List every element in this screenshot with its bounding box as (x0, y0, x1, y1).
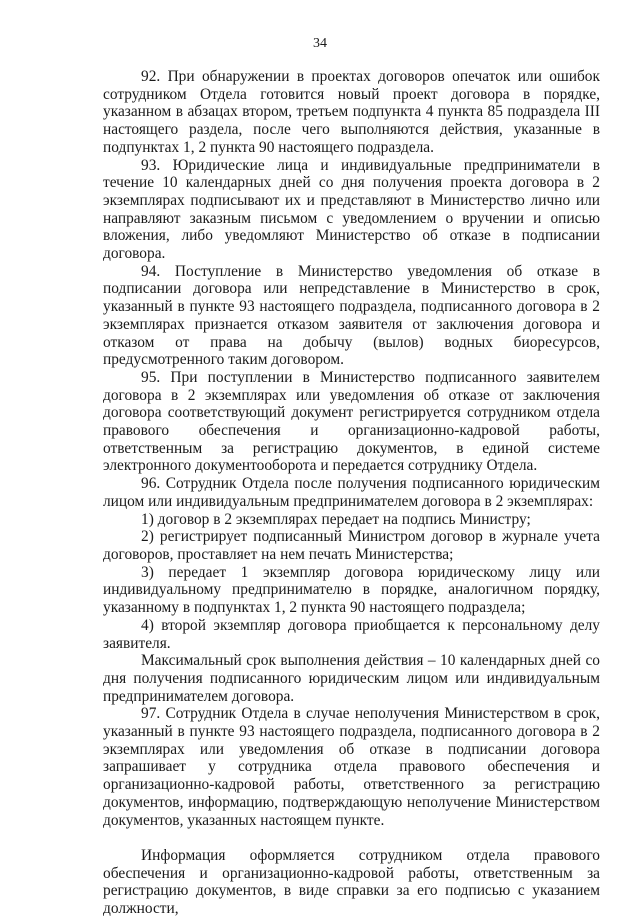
paragraph-96-item-3: 3) передает 1 экземпляр договора юридическому лицу или индивидуальному предпринимателю в порядке, аналогичном порядку, указанному в подпунктах 1, 2 пункта 90 настоящего подраздела; (103, 563, 600, 617)
paragraph-95: 95. При поступлении в Министерство подписанного заявителем договора в 2 экземплярах или уведомления об отказе от заключения договора соответствующий документ регистрируется сотрудником отдела правового обеспечения и организационно-кадровой работы, ответственным за регистрацию документов, в единой системе электронного документооборота и передается сотруднику Отдела. (103, 368, 600, 475)
paragraph-96-deadline: Максимальный срок выполнения действия – 10 календарных дней со дня получения подписанного юридическим лицом или индивидуальным предпринимателем договора. (103, 652, 600, 705)
paragraph-96: 96. Сотрудник Отдела после получения подписанного юридическим лицом или индивидуальным предпринимателем договора в 2 экземплярах: (103, 475, 600, 510)
page-body (103, 68, 600, 918)
paragraph-96-item-4: 4) второй экземпляр договора приобщается к персональному делу заявителя. (103, 616, 600, 652)
paragraph-97: 97. Сотрудник Отдела в случае неполучения Министерством в срок, указанный в пункте 93 настоящего подраздела, подписанного договора в 2 экземплярах или уведомления об отказе в подписании договора запрашивает у сотрудника отдела правового обеспечения и организационно-кадровой работы, ответственного за регистрацию документов, информацию, подтверждающую неполучение Министерством документов, указанных настоящем пункте. (103, 705, 600, 829)
paragraph-96-item-1: 1) договор в 2 экземплярах передает на подпись Министру; (141, 510, 531, 528)
paragraph-96-item-2: 2) регистрирует подписанный Министром договор в журнале учета договоров, проставляет на нем печать Министерства; (103, 528, 600, 563)
paragraph-93: 93. Юридические лица и индивидуальные предприниматели в течение 10 календарных дней со дня получения проекта договора в 2 экземплярах подписывают их и представляют в Министерство лично или направляют заказным письмом с уведомлением о вручении и описью вложения, либо уведомляют Министерство об отказе в подписании договора. (103, 156, 600, 263)
paragraph-94: 94. Поступление в Министерство уведомления об отказе в подписании договора или непредставление в Министерство в срок, указанный в пункте 93 настоящего подраздела, подписанного договора в 2 экземплярах признается отказом заявителя от заключения договора и отказом от права на добычу (вылов) водных биоресурсов, предусмотренного таким договором. (103, 262, 600, 369)
page-number: 34 (313, 36, 327, 51)
paragraph-97-information: Информация оформляется сотрудником отдела правового обеспечения и организационно-кадровой работы, ответственным за регистрацию документов, в виде справки за его подписью с указанием должности, (103, 846, 600, 918)
paragraph-92: 92. При обнаружении в проектах договоров опечаток или ошибок сотрудником Отдела готовится новый проект договора в порядке, указанном в абзацах втором, третьем подпункта 4 пункта 85 подраздела III настоящего раздела, после чего выполняются действия, указанные в подпунктах 1, 2 пункта 90 настоящего подраздела. (103, 68, 600, 156)
